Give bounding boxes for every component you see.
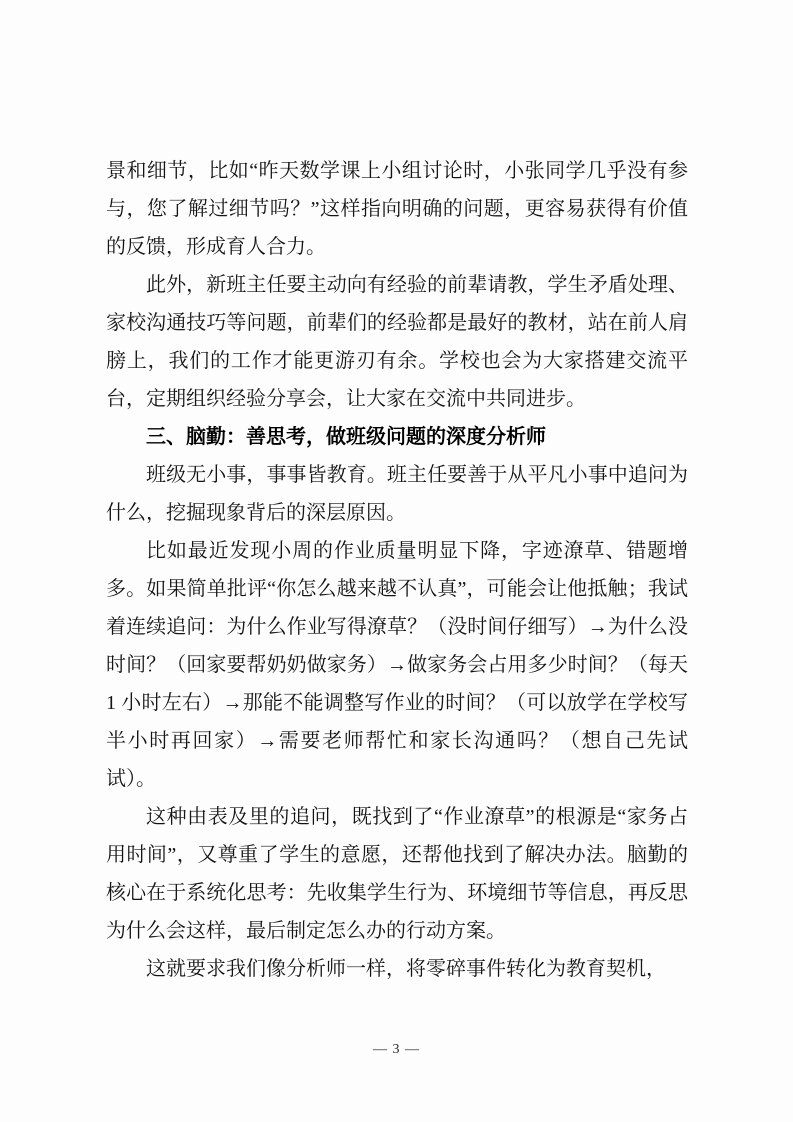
page-footer	[0, 1042, 793, 1058]
paragraph: 此外，新班主任要主动向有经验的前辈请教，学生矛盾处理、家校沟通技巧等问题，前辈们的经验都是最好的教材，站在前人肩膀上，我们的工作才能更游刃有余。学校也会为大家搭建交流平台，定期组织经验分享会，让大家在交流中共同进步。	[106, 274, 688, 410]
paragraph: 这就要求我们像分析师一样，将零碎事件转化为教育契机，	[146, 958, 666, 980]
paragraph: 这种由表及里的追问，既找到了“作业潦草”的根源是“家务占用时间”，又尊重了学生的意愿，还帮他找到了解决办法。脑勤的核心在于系统化思考：先收集学生行为、环境细节等信息，再反思为什么会这样，最后制定怎么办的行动方案。	[106, 806, 688, 942]
document-body	[106, 152, 688, 988]
section-heading: 三、脑勤：善思考，做班级问题的深度分析师	[146, 426, 546, 448]
paragraph-continuation: 景和细节，比如“昨天数学课上小组讨论时，小张同学几乎没有参与，您了解过细节吗？”这样指向明确的问题，更容易获得有价值的反馈，形成育人合力。	[106, 160, 688, 258]
paragraph: 班级无小事，事事皆教育。班主任要善于从平凡小事中追问为什么，挖掘现象背后的深层原因。	[106, 464, 688, 524]
page-number: — 3 —	[373, 1042, 420, 1057]
paragraph: 比如最近发现小周的作业质量明显下降，字迹潦草、错题增多。如果简单批评“你怎么越来越不认真”，可能会让他抵触；我试着连续追问：为什么作业写得潦草？（没时间仔细写）→为什么没时间？（回家要帮奶奶做家务）→做家务会占用多少时间？（每天 1 小时左右）→那能不能调整写作业的时间？（可以放学在学校写半小时再回家）→需要老师帮忙和家长沟通吗？（想自己先试试）。	[106, 540, 688, 790]
